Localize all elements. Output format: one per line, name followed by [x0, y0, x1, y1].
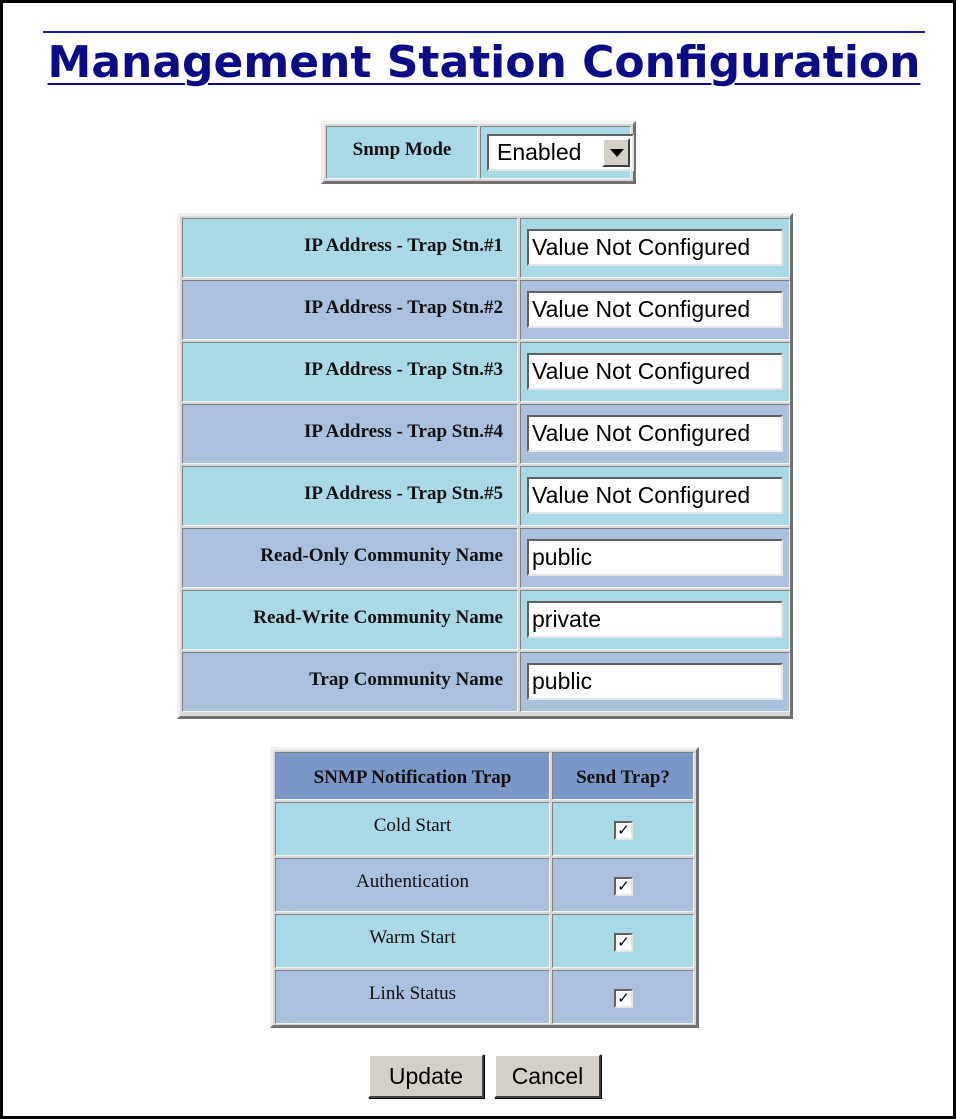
- config-value-cell: [520, 342, 790, 402]
- snmp-mode-table: [321, 121, 636, 184]
- trap-table: [270, 747, 699, 1028]
- config-label-cell: [182, 466, 518, 526]
- config-label: IP Address - Trap Stn.#4: [303, 421, 503, 442]
- config-input[interactable]: public: [527, 539, 783, 576]
- config-value-cell: [520, 218, 790, 278]
- config-input[interactable]: Value Not Configured: [527, 291, 783, 328]
- config-label-cell: [182, 652, 518, 712]
- send-trap-checkbox[interactable]: ✓: [614, 933, 633, 952]
- config-value-cell: [520, 590, 790, 650]
- trap-send-cell: [552, 802, 694, 856]
- config-value-cell: [520, 652, 790, 712]
- trap-name: Link Status: [368, 983, 457, 1004]
- update-button[interactable]: Update: [368, 1054, 484, 1098]
- config-value-cell: [520, 466, 790, 526]
- trap-name: Authentication: [356, 871, 469, 892]
- title-rule: [43, 31, 925, 33]
- snmp-mode-label: Snmp Mode: [352, 139, 452, 160]
- config-label-cell: [182, 218, 518, 278]
- config-input[interactable]: Value Not Configured: [527, 415, 783, 452]
- config-label: IP Address - Trap Stn.#1: [303, 235, 503, 256]
- snmp-mode-selected-value: Enabled: [497, 139, 582, 165]
- config-label-cell: [182, 404, 518, 464]
- trap-name-cell: [275, 970, 550, 1024]
- snmp-mode-label-cell: [326, 126, 478, 179]
- config-value-cell: [520, 280, 790, 340]
- config-input[interactable]: Value Not Configured: [527, 229, 783, 266]
- config-input[interactable]: Value Not Configured: [527, 353, 783, 390]
- trap-name-cell: [275, 858, 550, 912]
- config-label: IP Address - Trap Stn.#5: [303, 483, 503, 504]
- trap-name: Warm Start: [369, 927, 456, 948]
- config-label: IP Address - Trap Stn.#3: [303, 359, 503, 380]
- config-input[interactable]: Value Not Configured: [527, 477, 783, 514]
- trap-name-cell: [275, 802, 550, 856]
- trap-header-name-cell: [275, 752, 550, 800]
- send-trap-checkbox[interactable]: ✓: [614, 989, 633, 1008]
- config-value-cell: [520, 528, 790, 588]
- config-input[interactable]: private: [527, 601, 783, 638]
- chevron-down-icon[interactable]: [602, 138, 630, 167]
- config-label: Trap Community Name: [309, 669, 503, 690]
- trap-header-name: SNMP Notification Trap: [313, 767, 512, 788]
- config-label-cell: [182, 528, 518, 588]
- config-label: IP Address - Trap Stn.#2: [303, 297, 503, 318]
- page-title: Management Station Configuration: [47, 37, 921, 88]
- trap-send-cell: [552, 858, 694, 912]
- trap-name: Cold Start: [373, 815, 452, 836]
- snmp-mode-value-cell: [480, 126, 631, 179]
- cancel-button[interactable]: Cancel: [494, 1054, 601, 1098]
- title-area: [43, 31, 925, 89]
- config-label-cell: [182, 590, 518, 650]
- trap-name-cell: [275, 914, 550, 968]
- trap-send-cell: [552, 914, 694, 968]
- trap-send-cell: [552, 970, 694, 1024]
- config-input[interactable]: public: [527, 663, 783, 700]
- config-label-cell: [182, 342, 518, 402]
- config-label: Read-Only Community Name: [260, 545, 503, 566]
- send-trap-checkbox[interactable]: ✓: [614, 821, 633, 840]
- config-value-cell: [520, 404, 790, 464]
- config-label-cell: [182, 280, 518, 340]
- station-config-table: [177, 213, 793, 719]
- snmp-mode-select[interactable]: [487, 134, 634, 171]
- trap-header-send: Send Trap?: [576, 767, 670, 788]
- trap-header-send-cell: [552, 752, 694, 800]
- config-label: Read-Write Community Name: [253, 607, 503, 628]
- send-trap-checkbox[interactable]: ✓: [614, 877, 633, 896]
